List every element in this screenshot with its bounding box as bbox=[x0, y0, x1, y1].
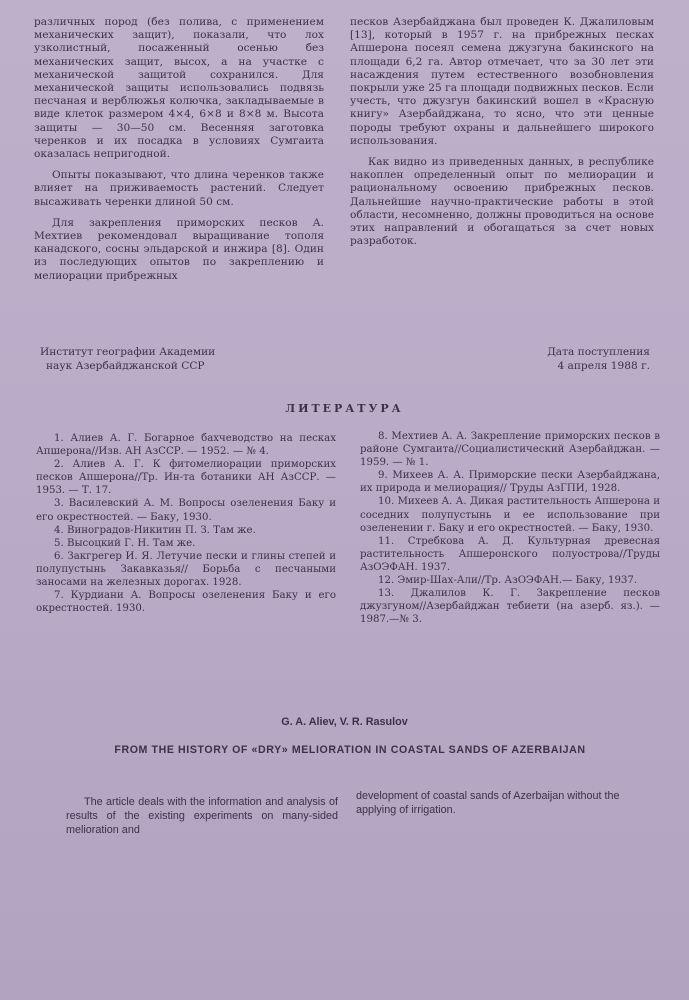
english-abstract-left: The article deals with the information and analysis of results of the existing experiments on many-sided melioration and bbox=[66, 796, 338, 836]
reference-item: 2. Алиев А. Г. К фитомелиорации приморских песков Апшерона//Тр. Ин-та ботаники АН АзССР. — 1953. — Т. 17. bbox=[36, 459, 336, 497]
references-left-column bbox=[36, 432, 336, 615]
paragraph: Для закрепления приморских песков А. Мехтиев рекомендовал выращивание тополя канадского, сосны эльдарской и инжира [8]. Один из последующих опытов по закреплению и мелиорации прибрежных bbox=[34, 216, 324, 282]
reference-item: 13. Джалилов К. Г. Закрепление песков джузгуном//Азербайджан тебиети (на азерб. яз.). — 1987.—№ 3. bbox=[360, 588, 660, 626]
reference-item: 8. Мехтиев А. А. Закрепление приморских песков в районе Сумгаита//Социалистический Азербайджан. — 1959. — № 1. bbox=[360, 431, 660, 469]
paragraph: различных пород (без полива, с применением механических защит), показали, что лох узколистный, посаженный осенью без механических защит, высох, а на участке с механической защитой сохранился. Для механической защиты использовались подвязь песчаная и верблюжья колючка, закладываемые в виде клеток размером 4×4, 6×8 и 8×8 м. Высота защиты — 30—50 см. Весенняя заготовка черенков и их посадка в условиях Сумгаита оказалась непригодной. bbox=[34, 16, 324, 161]
reference-item: 12. Эмир-Шах-Али//Тр. АзОЭФАН.— Баку, 1937. bbox=[378, 575, 638, 587]
institute-line: наук Азербайджанской ССР bbox=[46, 359, 205, 372]
institute-affiliation bbox=[40, 346, 300, 373]
reference-item: 11. Стребкова А. Д. Культурная древесная растительность Апшеронского полуострова//Труды АзОЭФАН. 1937. bbox=[360, 535, 660, 573]
reference-item: 5. Высоцкий Г. Н. Там же. bbox=[54, 537, 196, 549]
literature-heading: ЛИТЕРАТУРА bbox=[285, 402, 404, 415]
left-column-text bbox=[34, 16, 324, 283]
right-column-text bbox=[350, 16, 654, 248]
reference-item: 6. Закгрегер И. Я. Летучие пески и глины степей и полупустынь Закавказья// Борьба с песчаными заносами на железных дорогах. 1928. bbox=[36, 550, 336, 589]
english-authors: G. A. Aliev, V. R. Rasulov bbox=[281, 716, 408, 728]
date-value: 4 апреля 1988 г. bbox=[557, 359, 650, 372]
paragraph: песков Азербайджана был проведен К. Джалиловым [13], который в 1957 г. на прибрежных песках Апшерона посеял семена джузгуна бакинского на площади 6,2 га. Автор отмечает, что за 30 лет эти насаждения путем естественного возобновления покрыли уже 25 га площади подвижных песков. Если учесть, что джузгун бакинский вошел в «Красную книгу» Азербайджана, то ясно, что эти ценные породы требуют охраны и дальнейшего широкого использования. bbox=[350, 16, 654, 147]
english-title: FROM THE HISTORY OF «DRY» MELIORATION IN COASTAL SANDS OF AZERBAIJAN bbox=[114, 744, 586, 756]
reference-item: 4. Виноградов-Никитин П. З. Там же. bbox=[54, 524, 256, 536]
reference-item: 1. Алиев А. Г. Богарное бахчеводство на песках Апшерона//Изв. АН АзССР. — 1952. — № 4. bbox=[36, 433, 336, 458]
date-label: Дата поступления bbox=[547, 346, 650, 358]
reference-item: 9. Михеев А. А. Приморские пески Азербайджана, их природа и мелиорация// Труды АзГПИ, 1928. bbox=[360, 470, 660, 495]
english-abstract-right: development of coastal sands of Azerbaijan without the applying of irrigation. bbox=[356, 790, 620, 816]
received-date bbox=[470, 346, 650, 373]
reference-item: 3. Василевский А. М. Вопросы озеленения Баку и его окрестностей. — Баку, 1930. bbox=[36, 498, 336, 523]
references-right-column bbox=[360, 430, 660, 626]
paragraph: Как видно из приведенных данных, в республике накоплен определенный опыт по мелиорации и рациональному освоению прибрежных песков. Дальнейшие научно-практические работы в этой области, несомненно, должны проводиться на основе этих направлений и обогащаться за счет новых разработок. bbox=[350, 156, 654, 248]
institute-line: Институт географии Академии bbox=[40, 346, 216, 358]
reference-item: 10. Михеев А. А. Дикая растительность Апшерона и соседних полупустынь и ее использование при озеленении г. Баку и его окрестностей. — Баку, 1930. bbox=[360, 496, 661, 534]
reference-item: 7. Курдиани А. Вопросы озеленения Баку и его окрестностей. 1930. bbox=[36, 590, 336, 615]
paragraph: Опыты показывают, что длина черенков также влияет на приживаемость растений. Следует высаживать черенки длиной 50 см. bbox=[34, 169, 324, 208]
